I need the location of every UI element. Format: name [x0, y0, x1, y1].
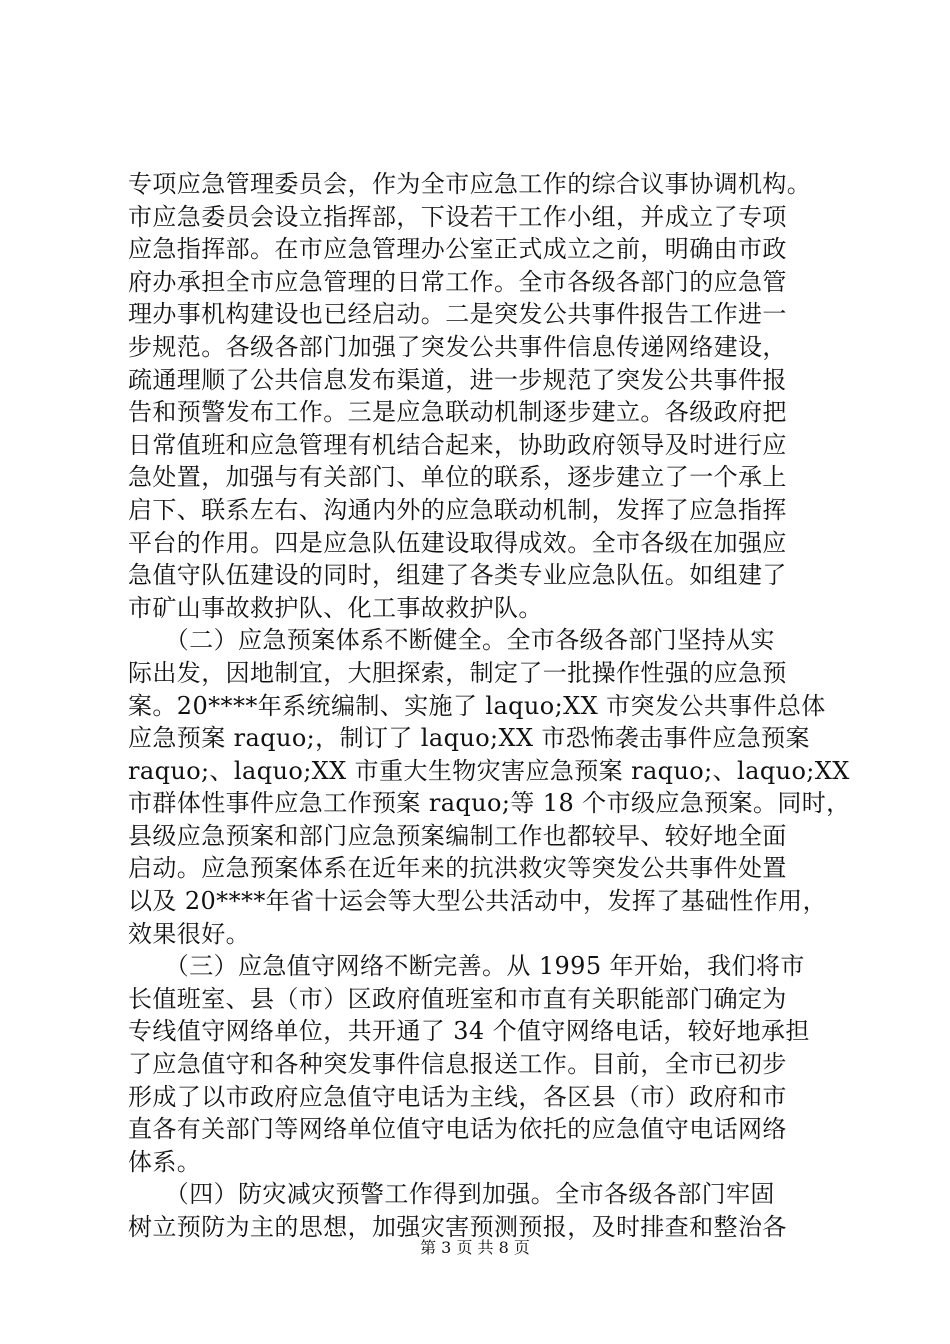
text-line: 县级应急预案和部门应急预案编制工作也都较早、较好地全面: [128, 821, 787, 850]
text-line: （三）应急值守网络不断完善。从 1995 年开始，我们将市: [128, 952, 805, 981]
page-footer: 第 3 页 共 8 页: [420, 1238, 530, 1257]
text-line: 告和预警发布工作。三是应急联动机制逐步建立。各级政府把: [128, 398, 787, 427]
text-line: 步规范。各级各部门加强了突发公共事件信息传递网络建设，: [128, 332, 787, 361]
text-line: 体系。: [128, 1147, 202, 1176]
text-line: 急值守队伍建设的同时，组建了各类专业应急队伍。如组建了: [128, 561, 787, 590]
text-line: 疏通理顺了公共信息发布渠道，进一步规范了突发公共事件报: [128, 365, 787, 394]
text-line: 了应急值守和各种突发事件信息报送工作。目前，全市已初步: [128, 1050, 787, 1079]
text-line: 应急预案 raquo;，制订了 laquo;XX 市恐怖袭击事件应急预案: [128, 724, 810, 753]
text-line: 市应急委员会设立指挥部，下设若干工作小组，并成立了专项: [128, 202, 787, 231]
text-line: 形成了以市政府应急值守电话为主线，各区县（市）政府和市: [128, 1082, 787, 1111]
text-line: 急处置，加强与有关部门、单位的联系，逐步建立了一个承上: [128, 463, 787, 492]
text-line: raquo;、laquo;XX 市重大生物灾害应急预案 raquo;、laquo;XX: [128, 756, 850, 785]
text-line: 际出发，因地制宜，大胆探索，制定了一批操作性强的应急预: [128, 658, 787, 687]
text-line: 理办事机构建设也已经启动。二是突发公共事件报告工作进一: [128, 300, 787, 329]
text-line: 树立预防为主的思想，加强灾害预测预报，及时排查和整治各: [128, 1213, 787, 1241]
text-line: 专项应急管理委员会，作为全市应急工作的综合议事协调机构。: [128, 170, 812, 198]
text-line: 应急指挥部。在市应急管理办公室正式成立之前，明确由市政: [128, 235, 787, 264]
text-line: 效果很好。: [128, 919, 250, 948]
text-line: 直各有关部门等网络单位值守电话为依托的应急值守电话网络: [128, 1115, 787, 1144]
document-body: [128, 168, 851, 1244]
text-line: 以及 20****年省十运会等大型公共活动中，发挥了基础性作用，: [128, 887, 827, 916]
text-line: 启下、联系左右、沟通内外的应急联动机制，发挥了应急指挥: [128, 495, 787, 524]
text-line: 启动。应急预案体系在近年来的抗洪救灾等突发公共事件处置: [128, 854, 787, 883]
text-line: 市矿山事故救护队、化工事故救护队。: [128, 593, 543, 622]
text-line: 府办承担全市应急管理的日常工作。全市各级各部门的应急管: [128, 267, 787, 296]
text-line: 市群体性事件应急工作预案 raquo;等 18 个市级应急预案。同时，: [128, 789, 851, 818]
text-line: （四）防灾减灾预警工作得到加强。全市各级各部门牢固: [128, 1180, 775, 1209]
text-line: 案。20****年系统编制、实施了 laquo;XX 市突发公共事件总体: [128, 691, 826, 720]
text-line: 日常值班和应急管理有机结合起来，协助政府领导及时进行应: [128, 430, 787, 459]
text-line: 平台的作用。四是应急队伍建设取得成效。全市各级在加强应: [128, 528, 787, 557]
text-line: 专线值守网络单位，共开通了 34 个值守网络电话，较好地承担: [128, 1017, 810, 1046]
text-line: （二）应急预案体系不断健全。全市各级各部门坚持从实: [128, 626, 775, 655]
text-line: 长值班室、县（市）区政府值班室和市直有关职能部门确定为: [128, 984, 787, 1013]
